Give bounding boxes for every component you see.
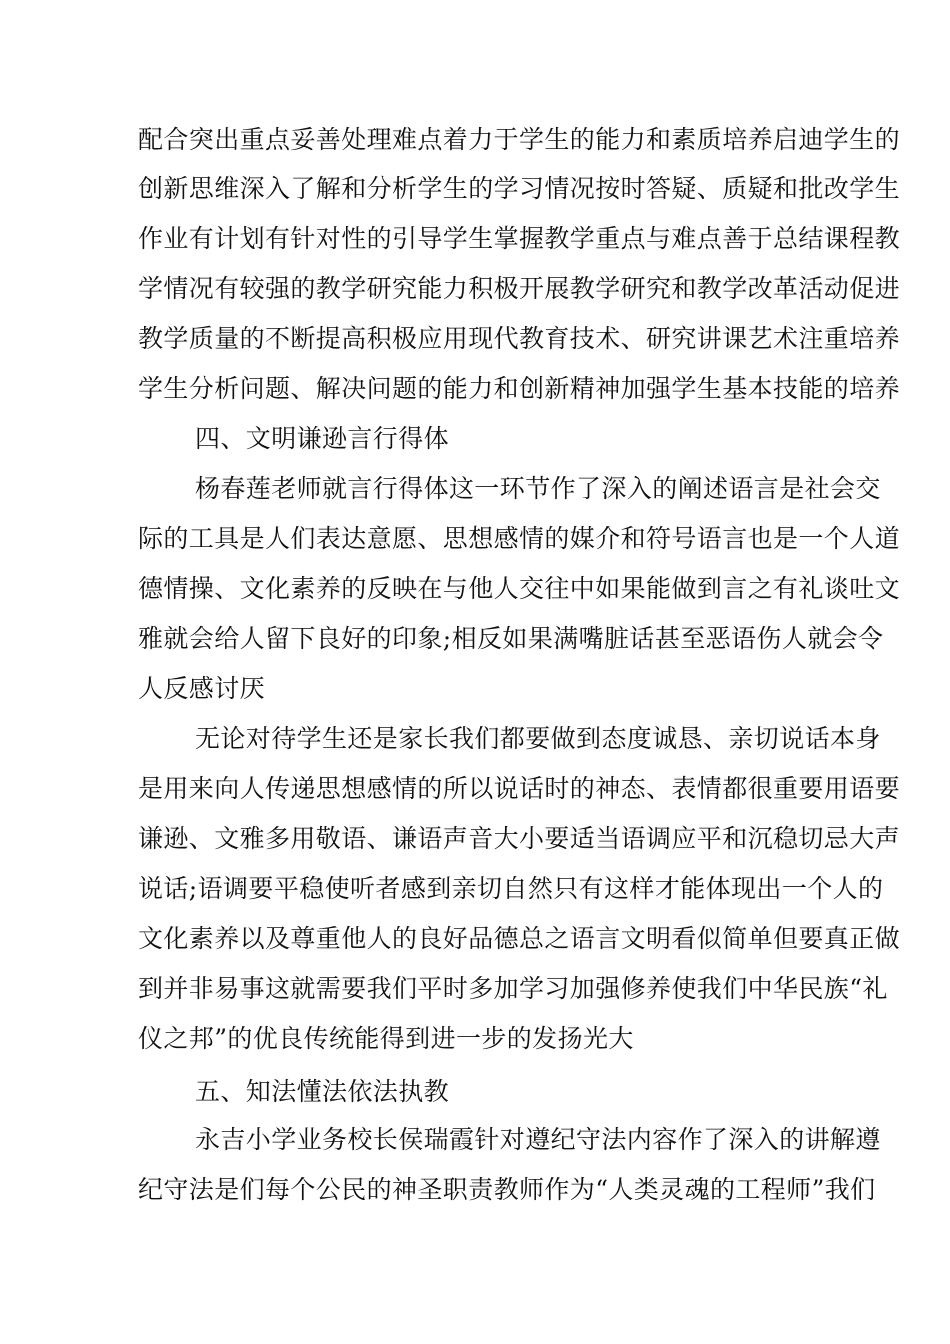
text-line: 到并非易事这就需要我们平时多加学习加强修养使我们中华民族“礼 <box>138 974 888 1003</box>
text-line: 文化素养以及尊重他人的良好品德总之语言文明看似简单但要真正做 <box>138 924 901 953</box>
text-line: 雅就会给人留下良好的印象;相反如果满嘴脏话甚至恶语伤人就会令 <box>138 624 884 653</box>
section-heading: 五、知法懂法依法执教 <box>195 1077 450 1106</box>
text-line: 杨春莲老师就言行得体这一环节作了深入的阐述语言是社会交 <box>195 474 881 503</box>
text-line: 创新思维深入了解和分析学生的学习情况按时答疑、质疑和批改学生 <box>138 174 901 203</box>
text-line: 说话;语调要平稳使听者感到亲切自然只有这样才能体现出一个人的 <box>138 874 884 903</box>
text-line: 作业有计划有针对性的引导学生掌握教学重点与难点善于总结课程教 <box>138 224 901 253</box>
text-line: 纪守法是们每个公民的神圣职责教师作为“人类灵魂的工程师”我们 <box>138 1175 876 1204</box>
text-line: 德情操、文化素养的反映在与他人交往中如果能做到言之有礼谈吐文 <box>138 574 901 603</box>
section-heading: 四、文明谦逊言行得体 <box>195 424 450 453</box>
text-line: 是用来向人传递思想感情的所以说话时的神态、表情都很重要用语要 <box>138 774 901 803</box>
text-line: 永吉小学业务校长侯瑞霞针对遵纪守法内容作了深入的讲解遵 <box>195 1125 881 1154</box>
text-line: 无论对待学生还是家长我们都要做到态度诚恳、亲切说话本身 <box>195 724 881 753</box>
text-line: 谦逊、文雅多用敬语、谦语声音大小要适当语调应平和沉稳切忌大声 <box>138 824 901 853</box>
text-line: 人反感讨厌 <box>138 674 266 703</box>
text-line: 际的工具是人们表达意愿、思想感情的媒介和符号语言也是一个人道 <box>138 524 901 553</box>
text-line: 学生分析问题、解决问题的能力和创新精神加强学生基本技能的培养 <box>138 374 901 403</box>
text-line: 仪之邦”的优良传统能得到进一步的发扬光大 <box>138 1024 634 1053</box>
text-line: 教学质量的不断提高积极应用现代教育技术、研究讲课艺术注重培养 <box>138 324 901 353</box>
text-line: 学情况有较强的教学研究能力积极开展教学研究和教学改革活动促进 <box>138 274 901 303</box>
text-line: 配合突出重点妥善处理难点着力于学生的能力和素质培养启迪学生的 <box>138 125 901 154</box>
